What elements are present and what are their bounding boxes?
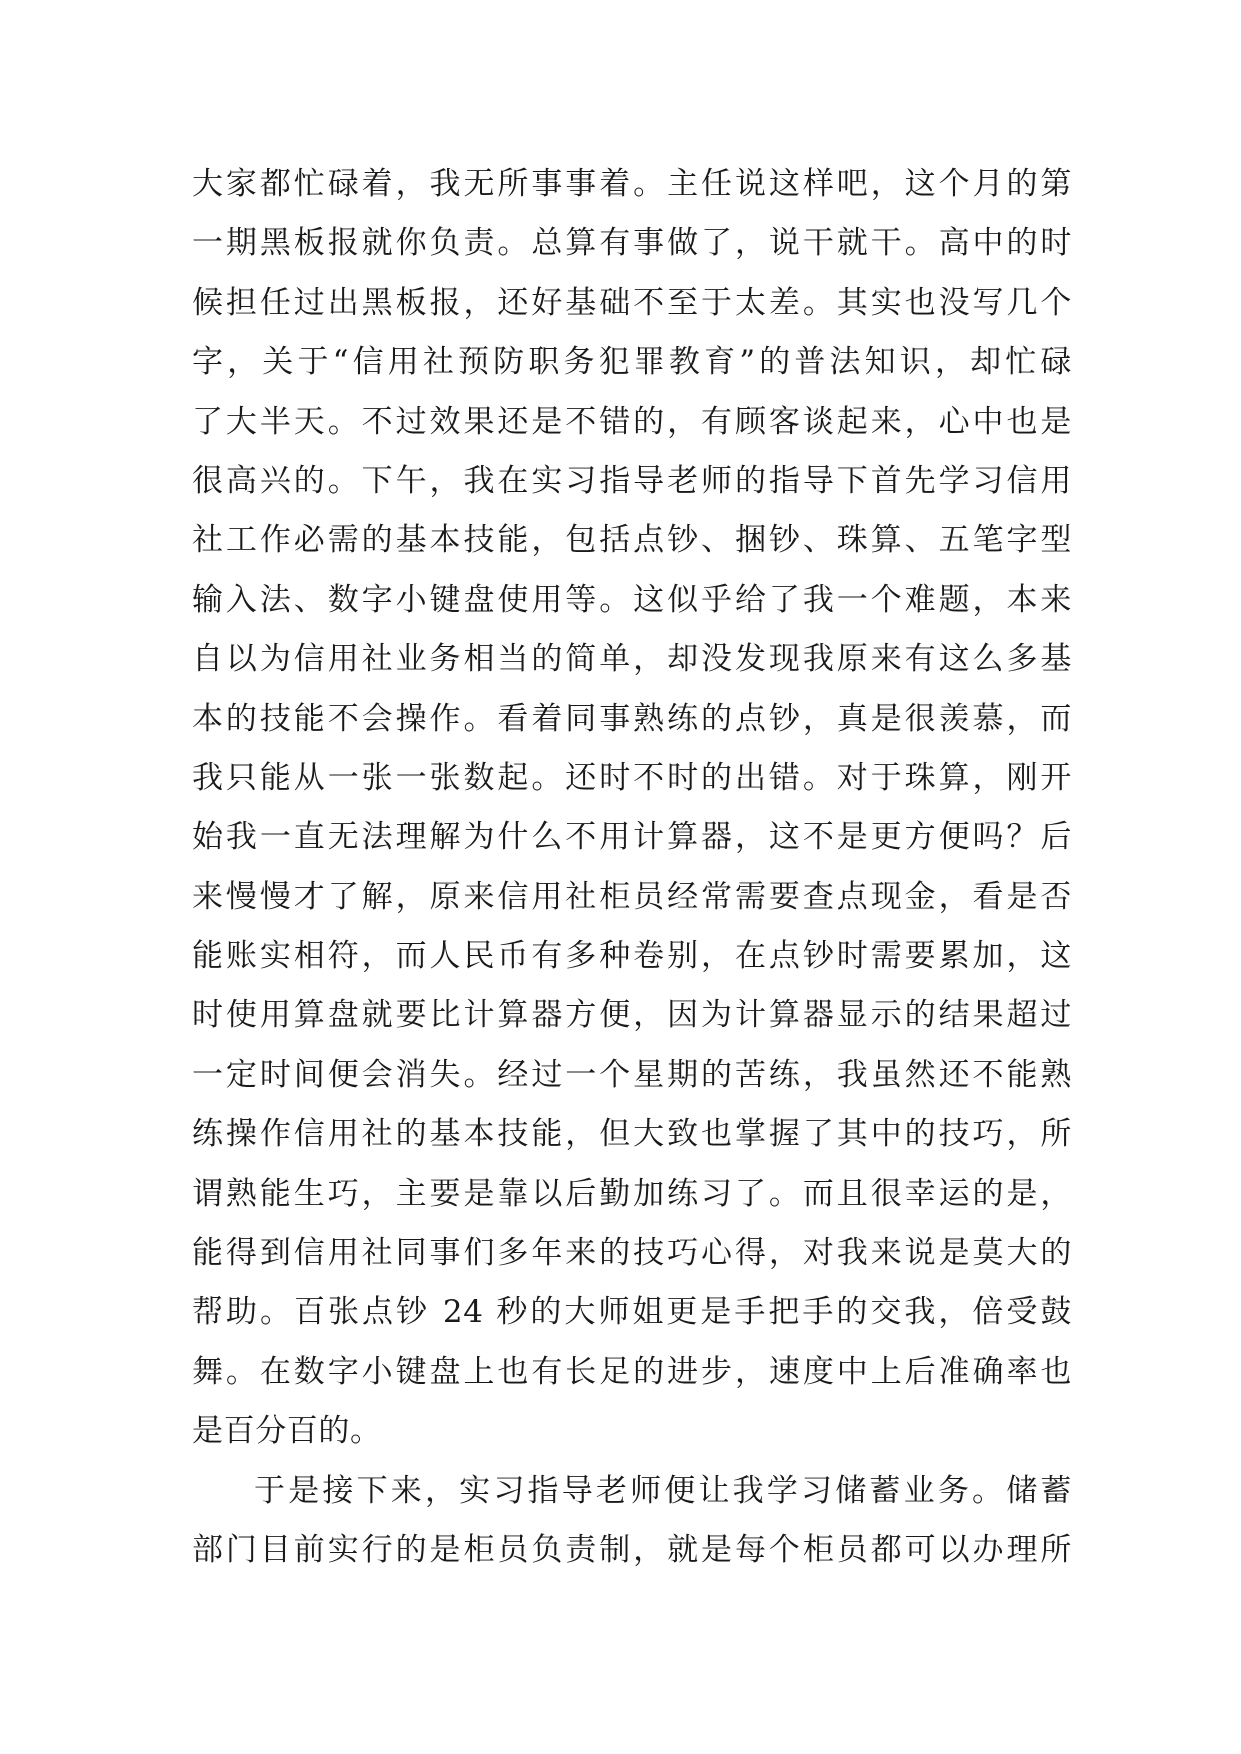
- text-line: 能得到信用社同事们多年来的技巧心得，对我来说是莫大的: [192, 1235, 1072, 1272]
- text-line: 我只能从一张一张数起。还时不时的出错。对于珠算，刚开: [192, 759, 1072, 796]
- text-line: 帮助。百张点钞 24 秒的大师姐更是手把手的交我，倍受鼓: [192, 1294, 1072, 1331]
- text-line: 自以为信用社业务相当的简单，却没发现我原来有这么多基: [192, 641, 1072, 678]
- text-line: 能账实相符，而人民币有多种卷别，在点钞时需要累加，这: [192, 938, 1072, 975]
- text-line: 部门目前实行的是柜员负责制，就是每个柜员都可以办理所: [192, 1531, 1072, 1568]
- text-line: 来慢慢才了解，原来信用社柜员经常需要查点现金，看是否: [192, 878, 1072, 915]
- text-line: 一期黑板报就你负责。总算有事做了，说干就干。高中的时: [192, 225, 1072, 262]
- text-line: 谓熟能生巧，主要是靠以后勤加练习了。而且很幸运的是，: [192, 1175, 1072, 1212]
- text-line: 时使用算盘就要比计算器方便，因为计算器显示的结果超过: [192, 997, 1072, 1034]
- text-line: 很高兴的。下午，我在实习指导老师的指导下首先学习信用: [192, 462, 1072, 499]
- paragraph-2: [192, 1462, 1072, 1581]
- document-body: [192, 155, 1072, 1580]
- text-line: 是百分百的。: [192, 1413, 382, 1450]
- text-line: 于是接下来，实习指导老师便让我学习储蓄业务。储蓄: [254, 1472, 1072, 1509]
- text-line: 大家都忙碌着，我无所事事着。主任说这样吧，这个月的第: [192, 166, 1072, 202]
- text-line: 社工作必需的基本技能，包括点钞、捆钞、珠算、五笔字型: [192, 522, 1072, 559]
- text-line: 候担任过出黑板报，还好基础不至于太差。其实也没写几个: [192, 284, 1072, 321]
- text-line: 练操作信用社的基本技能，但大致也掌握了其中的技巧，所: [192, 1116, 1072, 1153]
- text-line: 输入法、数字小键盘使用等。这似乎给了我一个难题，本来: [192, 581, 1072, 618]
- text-line: 始我一直无法理解为什么不用计算器，这不是更方便吗？后: [192, 819, 1072, 856]
- text-line: 一定时间便会消失。经过一个星期的苦练，我虽然还不能熟: [192, 1056, 1072, 1093]
- text-line: 舞。在数字小键盘上也有长足的进步，速度中上后准确率也: [192, 1353, 1072, 1390]
- text-line: 本的技能不会操作。看着同事熟练的点钞，真是很羡慕，而: [192, 700, 1072, 737]
- paragraph-1: [192, 155, 1072, 1462]
- text-line: 了大半天。不过效果还是不错的，有顾客谈起来，心中也是: [192, 403, 1072, 440]
- text-line: 字，关于“信用社预防职务犯罪教育”的普法知识，却忙碌: [192, 344, 1072, 381]
